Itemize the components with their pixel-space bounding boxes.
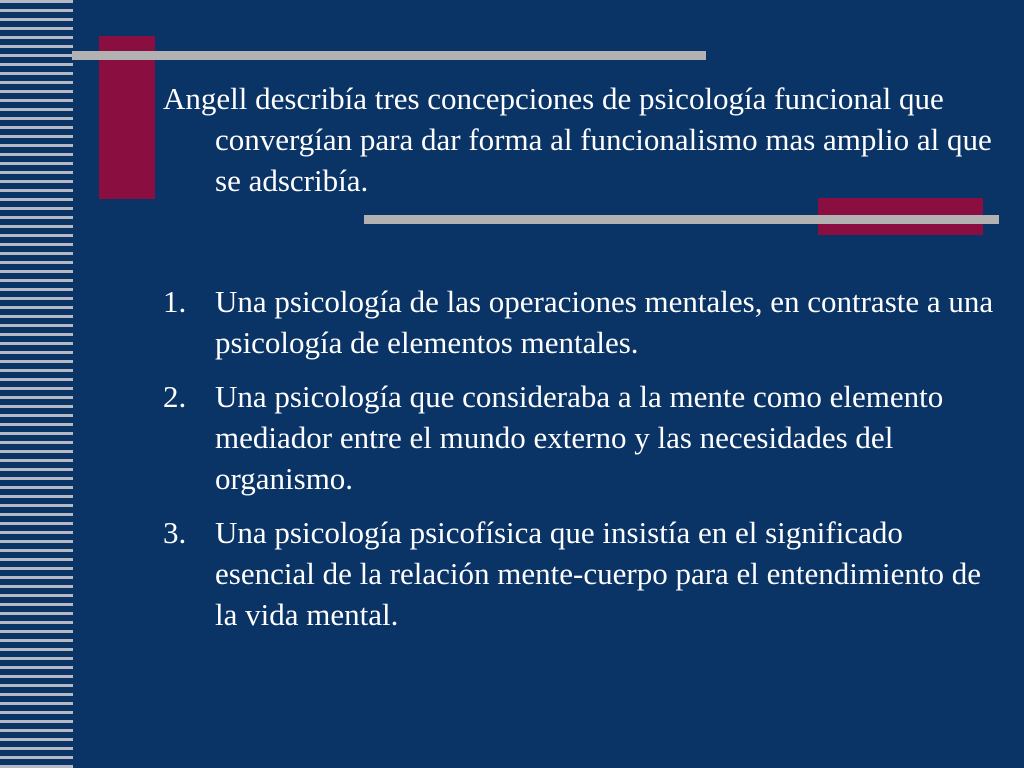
intro-paragraph: Angell describía tres concepciones de psicología funcional que convergían para dar forma al funcionalismo mas amplio al que se adscribía. [163, 81, 992, 198]
list-item-text: Una psicología que consideraba a la mente como elemento mediador entre el mundo externo y las necesidades del organismo. [215, 379, 944, 496]
list-item [163, 512, 1003, 635]
list-item [163, 281, 1003, 363]
list-item-number: 3. [163, 515, 187, 550]
list-item-text: Una psicología de las operaciones mentales, en contraste a una psicología de elementos mentales. [215, 284, 994, 360]
striped-sidebar-decoration [0, 0, 73, 768]
list-item [163, 376, 1003, 499]
list-item-number: 1. [163, 284, 187, 319]
list-item-number: 2. [163, 379, 187, 414]
slide-content [163, 78, 1003, 648]
gray-accent-line-top [72, 51, 706, 60]
maroon-accent-block [99, 36, 155, 199]
list-item-text: Una psicología psicofísica que insistía en el significado esencial de la relación mente-cuerpo para el entendimiento de la vida mental. [215, 515, 982, 632]
